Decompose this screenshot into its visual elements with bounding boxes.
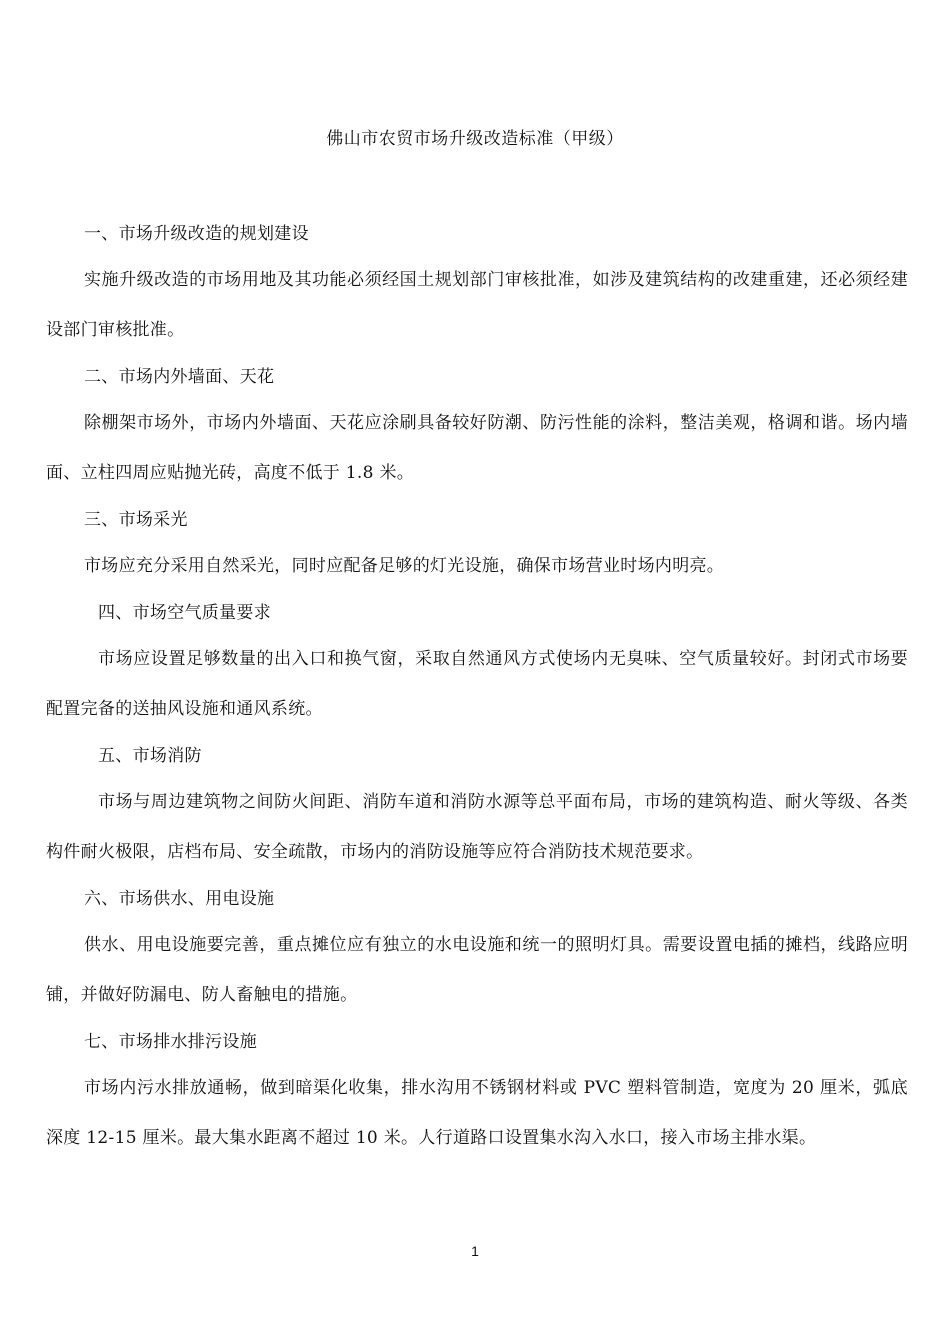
section-heading-2: 二、市场内外墙面、天花 xyxy=(84,367,275,387)
section-body-6: 供水、用电设施要完善，重点摊位应有独立的水电设施和统一的照明灯具。需要设置电插的摊档，线路应明铺，并做好防漏电、防人畜触电的措施。 xyxy=(46,935,908,1005)
section-body-2: 除棚架市场外，市场内外墙面、天花应涂刷具备较好防潮、防污性能的涂料，整洁美观，格调和谐。场内墙面、立柱四周应贴抛光砖，高度不低于 1.8 米。 xyxy=(46,413,908,483)
document-body xyxy=(46,222,908,1173)
page-number: 1 xyxy=(471,1243,479,1259)
section-body-4: 市场应设置足够数量的出入口和换气窗，采取自然通风方式使场内无臭味、空气质量较好。封闭式市场要配置完备的送抽风设施和通风系统。 xyxy=(46,649,908,719)
section-body-5: 市场与周边建筑物之间防火间距、消防车道和消防水源等总平面布局，市场的建筑构造、耐火等级、各类构件耐火极限，店档布局、安全疏散，市场内的消防设施等应符合消防技术规范要求。 xyxy=(46,792,908,862)
section-heading-7: 七、市场排水排污设施 xyxy=(84,1032,257,1052)
section-heading-6: 六、市场供水、用电设施 xyxy=(84,889,275,909)
section-heading-5: 五、市场消防 xyxy=(98,746,202,766)
section-heading-1: 一、市场升级改造的规划建设 xyxy=(84,224,309,244)
document-title: 佛山市农贸市场升级改造标准（甲级） xyxy=(326,129,624,149)
section-heading-3: 三、市场采光 xyxy=(84,510,188,530)
section-heading-4: 四、市场空气质量要求 xyxy=(98,603,271,623)
section-body-7: 市场内污水排放通畅，做到暗渠化收集，排水沟用不锈钢材料或 PVC 塑料管制造，宽度为 20 厘米，弧底深度 12-15 厘米。最大集水距离不超过 10 米。人行道路口设置集水沟入水口，接入市场主排水渠。 xyxy=(46,1078,908,1148)
section-body-3: 市场应充分采用自然采光，同时应配备足够的灯光设施，确保市场营业时场内明亮。 xyxy=(84,556,725,576)
section-body-1: 实施升级改造的市场用地及其功能必须经国土规划部门审核批准，如涉及建筑结构的改建重建，还必须经建设部门审核批准。 xyxy=(46,270,908,340)
